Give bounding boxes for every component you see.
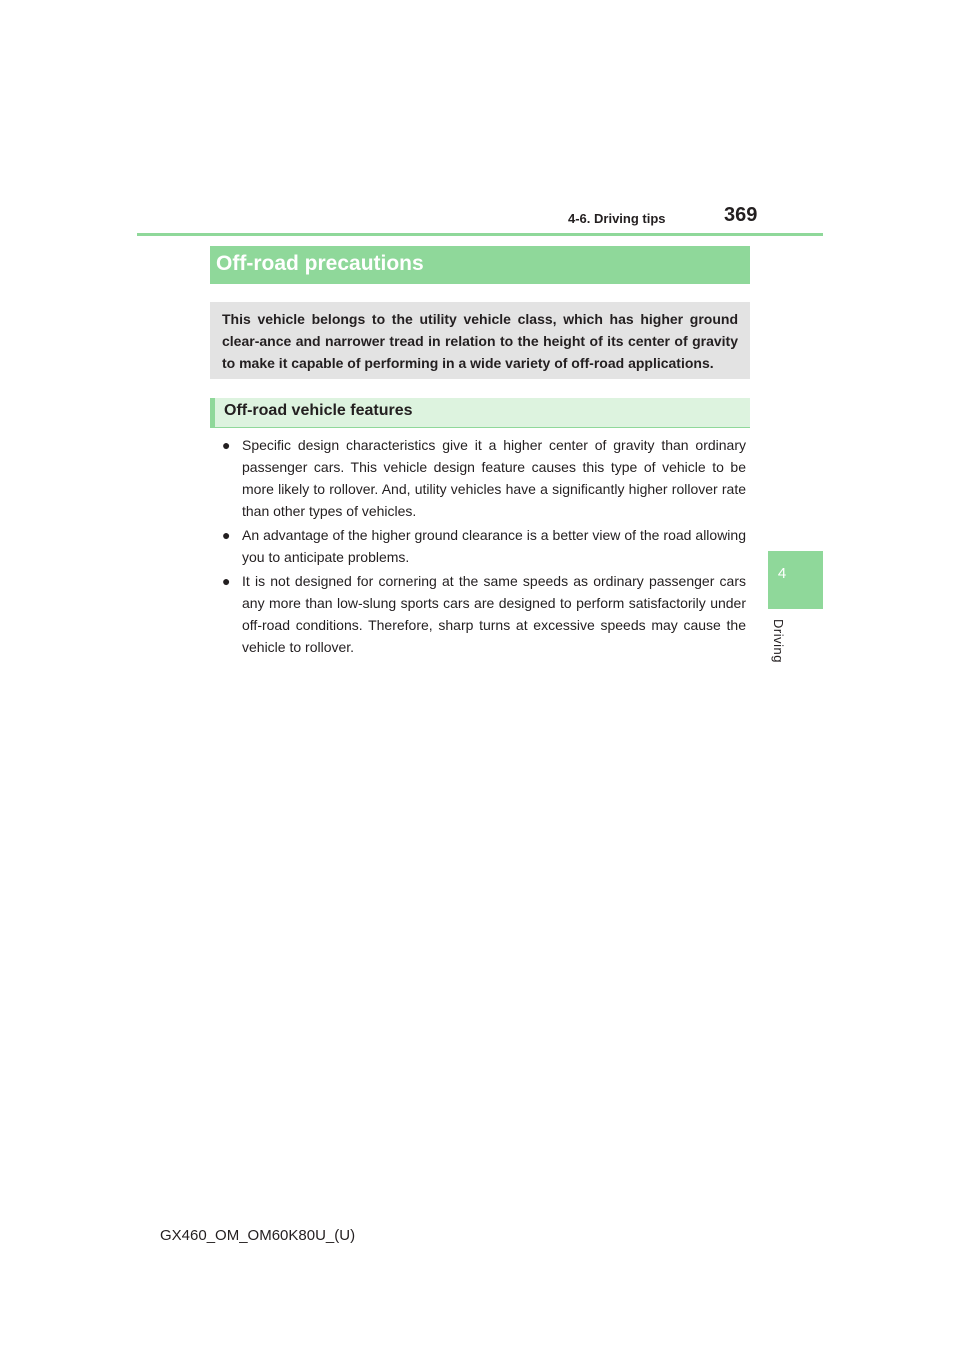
list-item-text: Specific design characteristics give it a higher center of gravity than ordinary passenger cars. This vehicle design feature causes this type of vehicle to be more likely to rollover. And, utility vehicles have a significantly higher rollover rate than other types of vehicles. bbox=[242, 437, 746, 519]
bullet-icon: ● bbox=[222, 527, 231, 543]
intro-text: This vehicle belongs to the utility vehicle class, which has higher ground clear-ance and narrower tread in relation to the height of its center of gravity to make it capable of performing in a wide variety of off-road applications. bbox=[222, 311, 738, 371]
bullet-icon: ● bbox=[222, 437, 231, 453]
header-divider bbox=[137, 233, 823, 236]
subsection-title: Off-road vehicle features bbox=[224, 402, 413, 419]
list-item-text: An advantage of the higher ground clearance is a better view of the road allowing you to anticipate problems. bbox=[242, 527, 746, 565]
list-item bbox=[222, 524, 746, 568]
intro-box bbox=[210, 302, 750, 379]
section-title-bar bbox=[210, 246, 750, 284]
subsection-title-bar bbox=[210, 398, 750, 428]
section-title: Off-road precautions bbox=[216, 252, 424, 275]
chapter-tab-label: Driving bbox=[771, 619, 786, 663]
chapter-tab-number: 4 bbox=[777, 565, 787, 582]
page-number: 369 bbox=[724, 204, 758, 226]
bullet-icon: ● bbox=[222, 573, 231, 589]
section-name: 4-6. Driving tips bbox=[568, 211, 666, 226]
list-item-text: It is not designed for cornering at the same speeds as ordinary passenger cars any more than low-slung sports cars are designed to perform satisfactorily under off-road conditions. Therefore, sharp turns at excessive speeds may cause the vehicle to rollover. bbox=[242, 573, 746, 655]
footer-code: GX460_OM_OM60K80U_(U) bbox=[160, 1227, 356, 1244]
feature-list bbox=[222, 434, 746, 660]
list-item bbox=[222, 570, 746, 658]
list-item bbox=[222, 434, 746, 522]
chapter-tab[interactable] bbox=[768, 551, 823, 609]
